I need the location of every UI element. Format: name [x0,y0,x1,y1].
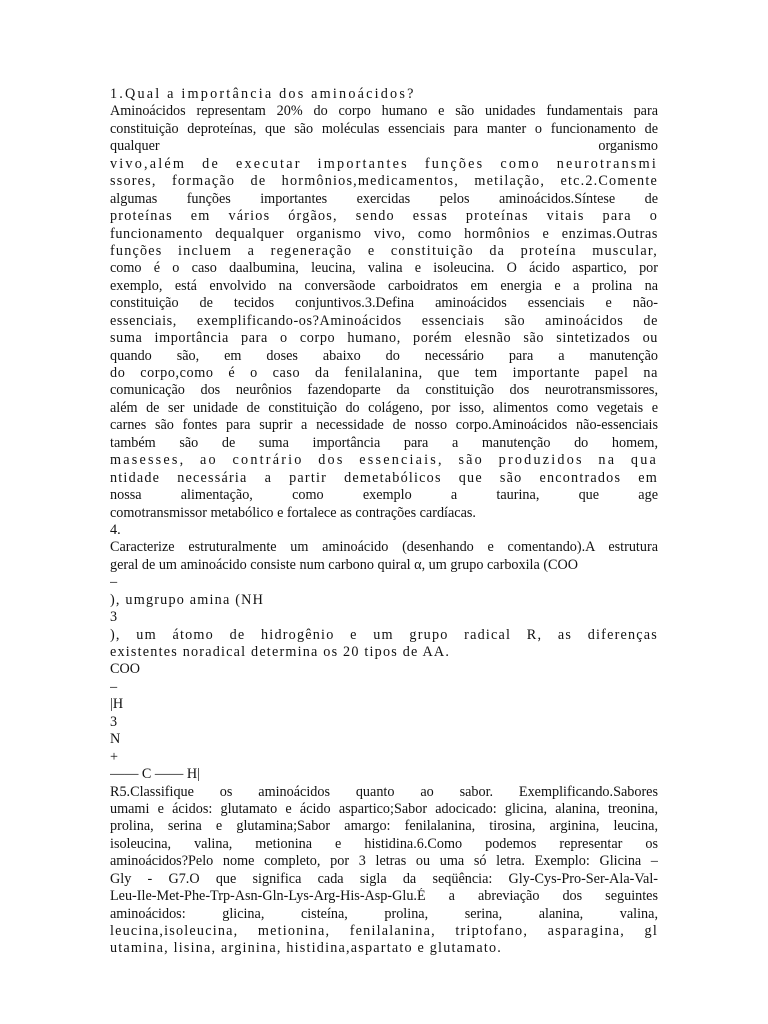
structure-line: – [110,678,118,695]
subscript-line: 3 [110,609,118,626]
text-line: R5.Classifique os aminoácidos quanto ao sabor. Exemplificando.Sabores [110,783,658,800]
superscript-line: – [110,574,118,591]
text-line: aminoácidos: glicina, cisteína, prolina, serina, alanina, valina, [110,905,658,922]
text-line: comunicação dos neurônios fazendoparte da constituição dos neurotransmissores, [110,382,658,399]
text-line: existentes noradical determina os 20 tipos de AA. [110,644,451,660]
text-line: aminoácidos?Pelo nome completo, por 3 letras ou uma só letra. Exemplo: Glicina – [110,853,658,870]
text-line: como é o caso daalbumina, leucina, valina e isoleucina. O ácido aspartico, por [110,260,658,277]
text-line: vivo,além de executar importantes funções como neurotransmi [110,155,658,172]
text-line: Caracterize estruturalmente um aminoácido (desenhando e comentando).A estrutura [110,539,658,556]
structure-line: COO [110,661,140,678]
structure-line: |H [110,696,124,713]
text-line: também são de suma importância para a manutenção do homem, [110,434,658,451]
document-page [110,86,658,958]
text-line: masesses, ao contrário dos essenciais, são produzidos na qua [110,452,658,469]
text-line: quando são, em doses abaixo do necessário para a manutenção [110,347,658,364]
text-line: além de ser unidade de constituição do colágeno, por isso, alimentos como vegetais e [110,399,658,416]
structure-line: —— C —— H| [110,766,200,783]
text-line: comotransmissor metabólico e fortalece as contrações cardíacas. [110,504,476,521]
text-line: geral de um aminoácido consiste num carbono quiral α, um grupo carboxila (COO [110,556,579,573]
text-line: ), umgrupo amina (NH [110,591,265,608]
text-line: qualquer organismo [110,138,658,155]
question-1-heading: 1.Qual a importância dos aminoácidos? [110,86,416,102]
text-line: exemplo, está envolvido na conversãode carboidratos em energia e a prolina na [110,277,658,294]
text-line: carnes são fontes para suprir a necessidade de nosso corpo.Aminoácidos não-essenciais [110,417,658,434]
structure-line: N [110,731,121,748]
text-line: Aminoácidos representam 20% do corpo humano e são unidades fundamentais para [110,103,658,120]
text-line: ssores, formação de hormônios,medicamentos, metilação, etc.2.Comente [110,173,658,190]
text-line: utamina, lisina, arginina, histidina,aspartato e glutamato. [110,940,503,957]
text-line: constituição de tecidos conjuntivos.3.Defina aminoácidos essenciais e não- [110,295,658,312]
text-line: funcionamento dequalquer organismo vivo, como hormônios e enzimas.Outras [110,225,658,242]
text-line: constituição deproteínas, que são moléculas essenciais para manter o funcionamento de [110,120,658,137]
text-line: ntidade necessária a partir demetabólicos que são encontrados em [110,469,658,486]
text-line: algumas funções importantes exercidas pelos aminoácidos.Síntese de [110,190,658,207]
text-line: prolina, serina e glutamina;Sabor amargo: fenilalanina, tirosina, arginina, leucina, [110,818,658,835]
structure-line: 3 [110,713,118,730]
text-line: suma importância para o corpo humano, porém elesnão são sintetizados ou [110,330,658,347]
text-line: leucina,isoleucina, metionina, fenilalanina, triptofano, asparagina, gl [110,923,658,939]
text-line: nossa alimentação, como exemplo a taurina, que age [110,487,658,504]
text-line: funções incluem a regeneração e constituição da proteína muscular, [110,242,658,259]
question-4-number: 4. [110,521,121,538]
text-line: Leu-Ile-Met-Phe-Trp-Asn-Gln-Lys-Arg-His-Asp-Glu.É a abreviação dos seguintes [110,888,658,905]
text-line: do corpo,como é o caso da fenilalanina, que tem importante papel na [110,365,658,381]
structure-line: + [110,748,119,765]
text-line: isoleucina, valina, metionina e histidina.6.Como podemos representar os [110,835,658,852]
text-line: proteínas em vários órgãos, sendo essas proteínas vitais para o [110,208,658,225]
text-line: ), um átomo de hidrogênio e um grupo radical R, as diferenças [110,626,658,643]
text-line: Gly - G7.O que significa cada sigla da seqüência: Gly-Cys-Pro-Ser-Ala-Val- [110,870,658,887]
text-line: essenciais, exemplificando-os?Aminoácidos essenciais são aminoácidos de [110,312,658,329]
text-line: umami e ácidos: glutamato e ácido aspartico;Sabor adocicado: glicina, alanina, treonina, [110,800,658,817]
